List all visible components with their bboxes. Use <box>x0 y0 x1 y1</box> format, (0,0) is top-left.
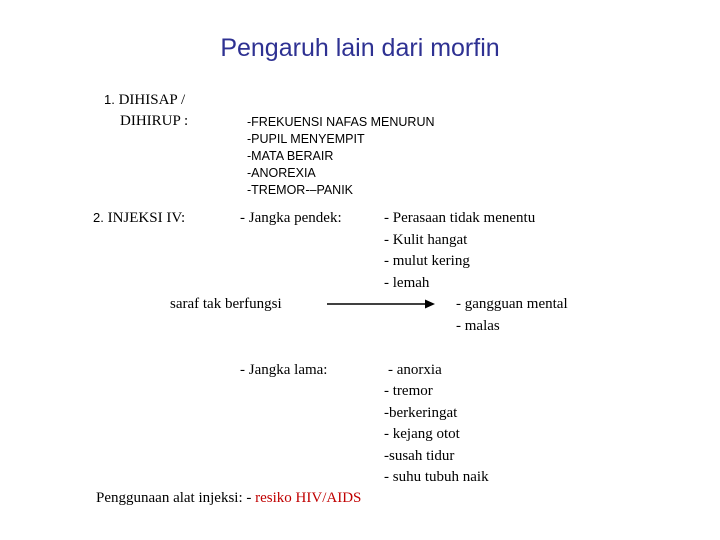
long-term-effect: -berkeringat <box>384 405 458 421</box>
section2-heading <box>93 210 185 227</box>
nerve-text: saraf tak berfungsi <box>170 296 282 312</box>
section1-effect: -MATA BERAIR <box>247 149 334 163</box>
long-term-effect: -susah tidur <box>384 448 455 464</box>
section1-number: 1. <box>104 92 115 107</box>
long-term-effect: - kejang otot <box>384 426 460 442</box>
footer-prefix: Penggunaan alat injeksi: - <box>96 490 252 506</box>
long-term-label: - Jangka lama: <box>240 362 328 378</box>
section1-effect: -FREKUENSI NAFAS MENURUN <box>247 115 435 129</box>
nerve-effect: - gangguan mental <box>456 296 568 312</box>
section2-number: 2. <box>93 210 104 225</box>
long-term-effect: - tremor <box>384 383 433 399</box>
nerve-effect: - malas <box>456 318 500 334</box>
short-term-label: - Jangka pendek: <box>240 210 342 226</box>
section1-label-line1: DIHISAP / <box>118 92 186 108</box>
short-term-effect: - mulut kering <box>384 253 470 269</box>
short-term-effect: - lemah <box>384 275 430 291</box>
page-title: Pengaruh lain dari morfin <box>220 34 500 62</box>
footer-risk: resiko HIV/AIDS <box>255 490 362 506</box>
section1-label-line2: DIHIRUP : <box>120 113 189 129</box>
arrow-right-icon <box>327 298 435 310</box>
section1-effect: -TREMOR-–PANIK <box>247 183 354 197</box>
section2-label: INJEKSI IV: <box>107 210 186 226</box>
section1-effect: -PUPIL MENYEMPIT <box>247 132 365 146</box>
long-term-effect: - suhu tubuh naik <box>384 469 489 485</box>
long-term-effect: - anorxia <box>388 362 442 378</box>
short-term-effect: - Perasaan tidak menentu <box>384 210 536 226</box>
section1-effects-list <box>247 114 435 199</box>
section1-effect: -ANOREXIA <box>247 166 316 180</box>
footer-note <box>96 490 361 507</box>
section1-heading <box>104 92 185 109</box>
short-term-effect: - Kulit hangat <box>384 232 468 248</box>
